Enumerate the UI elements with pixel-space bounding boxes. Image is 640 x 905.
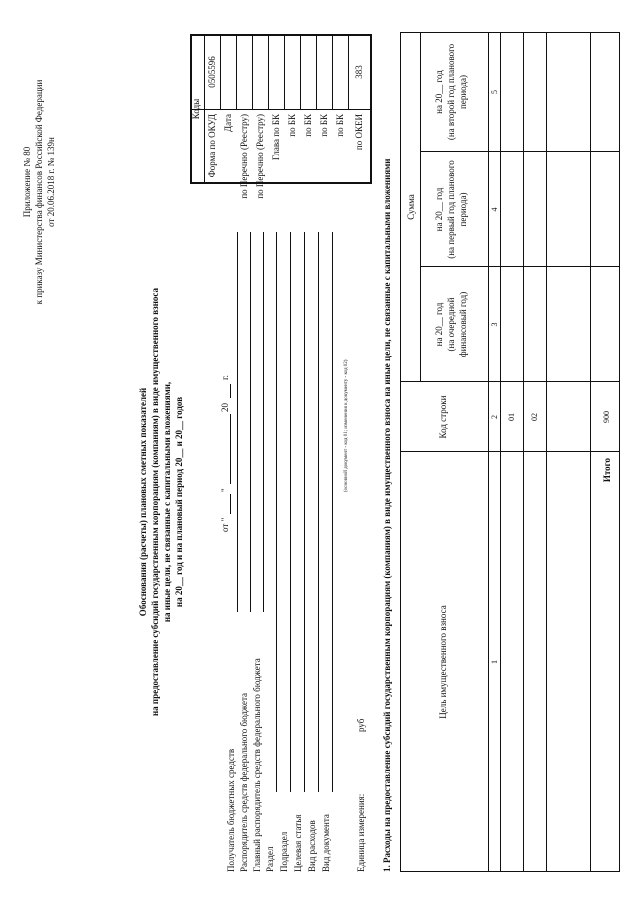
header-year1-line3: финансовый год) [458, 291, 468, 358]
field-input-line-7[interactable] [318, 232, 319, 792]
header-year3-line1: на 20__ год [434, 70, 444, 114]
code-row-divider [300, 34, 301, 110]
row2-code: 02 [530, 413, 539, 421]
header-year2-line1: на 20__ год [434, 187, 444, 232]
field-label-8: Вид документа [321, 814, 331, 872]
code-row-divider [236, 34, 237, 110]
field-input-line-3[interactable] [263, 232, 264, 612]
code-row-divider [332, 34, 333, 110]
header-year3-line3: периода) [458, 75, 468, 109]
appendix-date: от 20.06.2018 г. № 139н [46, 137, 56, 227]
col-num-5: 5 [490, 90, 499, 94]
header-sum: Сумма [406, 194, 416, 220]
form-title-line2: на предоставление субсидий государственным корпорациям (компаниям) в виде имущественного взноса [150, 287, 160, 717]
unit-label: Единица измерения: [356, 793, 366, 872]
field-label-1: Получатель бюджетных средств [226, 748, 236, 872]
header-year1-line1: на 20__ год [434, 302, 444, 347]
date-from: от " [220, 517, 230, 532]
col-num-3: 3 [490, 322, 499, 327]
header-year2-line3: периода) [458, 192, 468, 227]
code-row-divider [284, 34, 285, 110]
code-row-divider [268, 34, 269, 110]
header-year3-line2: (на второй год планового [446, 43, 456, 141]
document-type-note: (основной документ - код 01; изменения к документу - код 02) [344, 359, 349, 492]
codes-header: Коды [191, 98, 201, 120]
code-row-divider [220, 34, 221, 110]
total-code: 900 [602, 411, 611, 423]
field-input-line-6[interactable] [304, 232, 305, 792]
code-label-4: по Перечню (Реестру) [255, 114, 265, 199]
row1-code: 01 [507, 413, 516, 421]
field-input-line-4[interactable] [276, 232, 277, 792]
field-label-7: Вид расходов [307, 820, 317, 872]
okei-divider [348, 34, 349, 110]
okei-value: 383 [354, 65, 364, 79]
field-label-3: Главный распорядитель средств федерального бюджета [252, 658, 262, 872]
header-purpose: Цель имущественного взноса [438, 605, 448, 719]
unit-value: руб [356, 718, 366, 732]
date-suffix: г. [220, 375, 230, 380]
header-year2-line2: (на первый год планового [446, 160, 456, 259]
field-label-6: Целевая статья [293, 814, 303, 872]
rotated-form-page [10, 12, 630, 892]
table-row3-divider [590, 32, 591, 872]
header-year1-line2: (на очередной [446, 297, 456, 352]
code-label-3: по Перечню (Реестру) [239, 114, 249, 199]
code-value-1[interactable]: 0505596 [207, 56, 217, 88]
col-num-2: 2 [490, 415, 499, 419]
field-input-line-8[interactable] [332, 232, 333, 792]
appendix-number: Приложение № 80 [22, 146, 32, 218]
total-label: Итого [602, 458, 612, 483]
field-label-2: Распорядитель средств федерального бюджета [239, 692, 249, 872]
form-title-line1: Обоснования (расчеты) плановых сметных показателей [138, 387, 148, 617]
code-label-7: по БК [303, 114, 313, 137]
table-row1-divider [523, 32, 524, 872]
col-num-1: 1 [490, 660, 499, 664]
code-label-1: Форма по ОКУД [207, 114, 217, 178]
table-sum-divider [420, 32, 421, 382]
form-title-line4: на 20__ год и на плановый период 20__ и 20__ годов [174, 396, 184, 608]
code-label-9: по БК [335, 114, 345, 137]
code-label-6: по БК [287, 114, 297, 137]
code-row-divider [316, 34, 317, 110]
field-label-5: Подраздел [279, 831, 289, 872]
date-year: 20 [220, 403, 230, 412]
date-quote: " [220, 488, 230, 492]
date-day-line [230, 494, 231, 514]
field-label-4: Раздел [265, 846, 275, 872]
col-num-4: 4 [490, 207, 499, 212]
date-month-line [230, 414, 231, 484]
code-label-2: Дата [223, 114, 233, 132]
code-label-8: по БК [319, 114, 329, 137]
okei-label: по ОКЕИ [354, 114, 364, 151]
section-1-title: 1. Расходы на предоставление субсидий государственным корпорациям (компаниям) в виде имущественного взноса на иные цели, не связанные с капитальными вложениями [382, 158, 392, 872]
table-row2-divider [546, 32, 547, 872]
field-input-line-2[interactable] [250, 232, 251, 612]
date-year-line [230, 384, 231, 398]
table-num-divider [500, 32, 501, 872]
field-input-line-1[interactable] [237, 232, 238, 612]
code-label-5: Глава по БК [271, 114, 281, 161]
code-row-divider [252, 34, 253, 110]
appendix-order: к приказу Министерства финансов Российской Федерации [34, 79, 44, 305]
table-header-divider [488, 32, 489, 872]
form-title-line3: на иные цели, не связанные с капитальными вложениями, [162, 381, 172, 623]
field-input-line-5[interactable] [290, 232, 291, 792]
header-code: Код строки [438, 395, 448, 439]
expenses-table [400, 32, 620, 872]
